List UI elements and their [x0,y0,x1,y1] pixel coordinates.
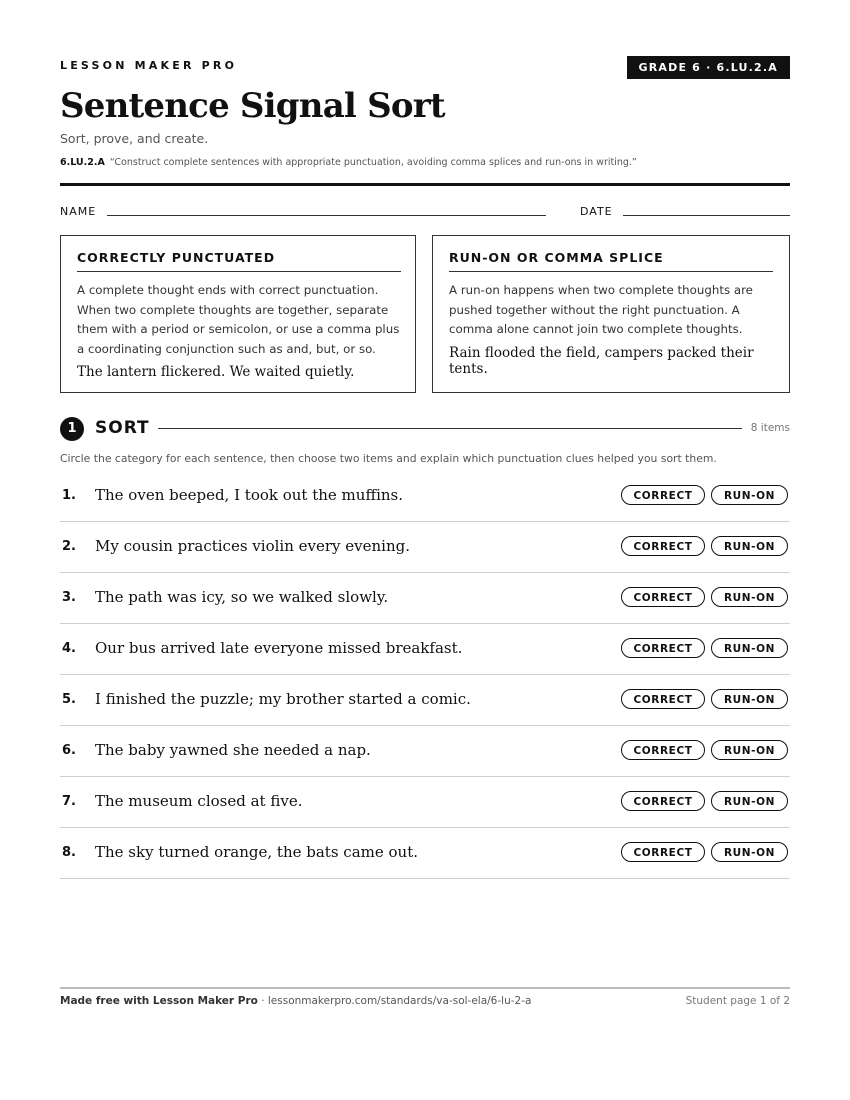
card-title: CORRECTLY PUNCTUATED [77,250,401,272]
footer-made-with: Made free with Lesson Maker Pro [60,995,258,1007]
sort-list [60,471,790,879]
item-number: 4. [62,641,76,656]
footer-divider [60,987,790,989]
correct-choice[interactable]: CORRECT [621,740,705,760]
card-run-on [432,235,790,393]
name-field[interactable] [107,215,546,216]
list-item [60,624,790,675]
card-description: A complete thought ends with correct punctuation. When two complete thoughts are together, separate them with a period or semicolon, or use a comma plus a coordinating conjunction such as and, but, or so. [77,283,400,356]
item-count: 8 items [750,422,790,434]
card-example: The lantern flickered. We waited quietly. [77,364,355,380]
run-on-choice[interactable]: RUN-ON [711,689,788,709]
footer-url[interactable]: lessonmakerpro.com/standards/va-sol-ela/6-lu-2-a [267,995,532,1007]
section-title: SORT [95,418,150,438]
item-number: 2. [62,539,76,554]
standard-code: 6.LU.2.A [60,157,105,168]
correct-choice[interactable]: CORRECT [621,536,705,556]
item-sentence: Our bus arrived late everyone missed breakfast. [95,639,463,657]
list-item [60,573,790,624]
correct-choice[interactable]: CORRECT [621,587,705,607]
card-title: RUN-ON OR COMMA SPLICE [449,250,773,272]
section-header [60,416,790,442]
card-correctly-punctuated [60,235,416,393]
grade-badge: GRADE 6 · 6.LU.2.A [627,56,791,79]
list-item [60,828,790,879]
item-number: 5. [62,692,76,707]
run-on-choice[interactable]: RUN-ON [711,740,788,760]
item-sentence: The museum closed at five. [95,792,303,810]
card-description: A run-on happens when two complete thoughts are pushed together without the right punctuation. A comma alone cannot join two complete thoughts. [449,283,753,336]
standard-text: “Construct complete sentences with appropriate punctuation, avoiding comma splices and run-ons in writing.” [109,157,637,168]
run-on-choice[interactable]: RUN-ON [711,587,788,607]
item-number: 6. [62,743,76,758]
date-label: DATE [580,205,613,218]
item-number: 3. [62,590,76,605]
header-divider [60,183,790,186]
item-sentence: The baby yawned she needed a nap. [95,741,371,759]
run-on-choice[interactable]: RUN-ON [711,638,788,658]
list-item [60,777,790,828]
run-on-choice[interactable]: RUN-ON [711,791,788,811]
list-item [60,726,790,777]
brand-name: LESSON MAKER PRO [60,59,238,72]
section-instructions: Circle the category for each sentence, then choose two items and explain which punctuation clues helped you sort them. [60,452,717,465]
run-on-choice[interactable]: RUN-ON [711,485,788,505]
footer-separator: · [257,995,268,1007]
run-on-choice[interactable]: RUN-ON [711,842,788,862]
top-bar [60,56,790,80]
name-label: NAME [60,205,97,218]
footer-credit [60,995,531,1007]
correct-choice[interactable]: CORRECT [621,842,705,862]
page-title: Sentence Signal Sort [60,86,445,126]
run-on-choice[interactable]: RUN-ON [711,536,788,556]
card-example: Rain flooded the field, campers packed their tents. [449,345,754,377]
correct-choice[interactable]: CORRECT [621,689,705,709]
worksheet-page [60,0,790,1100]
date-field[interactable] [623,215,790,216]
list-item [60,675,790,726]
section-number-badge: 1 [60,417,84,441]
item-number: 8. [62,845,76,860]
item-number: 7. [62,794,76,809]
item-sentence: The sky turned orange, the bats came out. [95,843,418,861]
correct-choice[interactable]: CORRECT [621,485,705,505]
list-item [60,471,790,522]
correct-choice[interactable]: CORRECT [621,791,705,811]
standard-line [60,157,637,168]
item-number: 1. [62,488,76,503]
correct-choice[interactable]: CORRECT [621,638,705,658]
section-divider [158,428,742,429]
page-indicator: Student page 1 of 2 [685,995,790,1007]
page-subtitle: Sort, prove, and create. [60,131,209,146]
list-item [60,522,790,573]
item-sentence: The oven beeped, I took out the muffins. [95,486,404,504]
item-sentence: The path was icy, so we walked slowly. [95,588,389,606]
item-sentence: I finished the puzzle; my brother started a comic. [95,690,471,708]
item-sentence: My cousin practices violin every evening. [95,537,410,555]
